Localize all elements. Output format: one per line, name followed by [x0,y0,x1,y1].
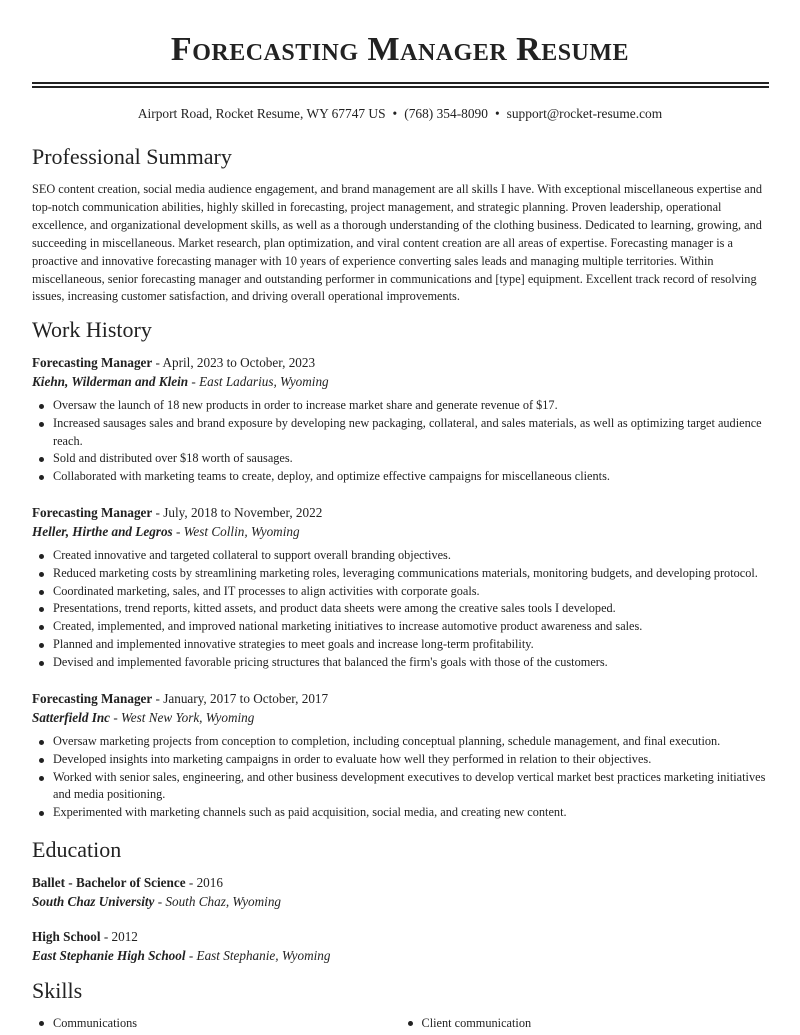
job-title: Forecasting Manager [32,355,153,370]
job-dates: - April, 2023 to October, 2023 [152,355,316,370]
job-title-line [32,503,769,522]
job-company: Satterfield Inc [32,710,111,725]
education-school-line [32,946,769,965]
job-location: - West New York, Wyoming [110,710,255,725]
job-bullet: Coordinated marketing, sales, and IT processes to align activities with corporate goals. [32,583,769,601]
work-history-heading: Work History [32,317,152,342]
contact-separator: • [392,106,398,121]
job-bullet: Created, implemented, and improved national marketing initiatives to increase automotive product awareness and sales. [32,618,769,636]
education-entry [32,873,769,911]
job-location: - West Collin, Wyoming [172,524,300,539]
contact-email: support@rocket-resume.com [506,106,663,121]
job-bullet: Developed insights into marketing campaigns in order to evaluate how well they performed in relation to their objectives. [32,751,769,769]
education-degree-line [32,927,769,946]
education-location: - South Chaz, Wyoming [154,894,282,909]
skills-columns [32,1014,769,1032]
summary-section [32,143,769,306]
job-title: Forecasting Manager [32,505,153,520]
job-company-line [32,708,769,727]
job-company: Kiehn, Wilderman and Klein [32,374,189,389]
job-bullet: Oversaw the launch of 18 new products in order to increase market share and generate revenue of $17. [32,397,769,415]
education-school: East Stephanie High School [32,948,186,963]
job-bullets [32,547,769,672]
skill-item: Client communication [401,1014,770,1032]
resume-title: Forecasting Manager Resume [170,31,630,68]
work-history-section [32,316,769,344]
education-school: South Chaz University [32,894,155,909]
job-bullets [32,397,769,486]
job-dates: - July, 2018 to November, 2022 [152,505,323,520]
contact-address: Airport Road, Rocket Resume, WY 67747 US [137,106,386,121]
education-heading: Education [32,837,122,862]
job-title: Forecasting Manager [32,691,153,706]
skill-item: Communications [32,1014,401,1032]
education-section [32,836,769,864]
job-bullet: Increased sausages sales and brand exposure by developing new packaging, collateral, and sales materials, as well as optimizing target audience reach. [32,415,769,451]
skills-section [32,977,769,1032]
education-degree-line [32,873,769,892]
contact-line [0,104,800,124]
job-bullet: Planned and implemented innovative strategies to meet goals and increase long-term profitability. [32,636,769,654]
education-degree: High School [32,929,101,944]
job-company: Heller, Hirthe and Legros [32,524,173,539]
skills-heading: Skills [32,978,83,1003]
contact-separator: • [494,106,500,121]
education-school-line [32,892,769,911]
education-year: - 2012 [100,929,138,944]
job-entry [32,503,769,672]
job-bullet: Sold and distributed over $18 worth of sausages. [32,450,769,468]
summary-text: SEO content creation, social media audience engagement, and brand management are all skills I have. With exceptional miscellaneous expertise and top-notch communication abilities, highly skilled in forecasting, project management, and strategic planning. Proven leadership, operational excellence, and organizational development skills, as well as a thorough understanding of the clothing business. Dedicated to learning, growing, and succeeding in miscellaneous. Market research, plan optimization, and viral content creation are all areas of expertise. Forecasting manager is a proactive and innovative forecasting manager with 10 years of experience converting sales leads and managing multiple territories. Within miscellaneous, senior forecasting manager and outstanding performer in communications and [type] equipment. Excellent track record of resolving issues, increasing customer satisfaction, and driving overall operational improvements. [32,182,762,304]
title-rule-bottom [32,86,769,88]
job-bullet: Created innovative and targeted collateral to support overall branding objectives. [32,547,769,565]
title-rule-top [32,82,769,84]
education-location: - East Stephanie, Wyoming [185,948,331,963]
job-bullet: Collaborated with marketing teams to create, deploy, and optimize effective campaigns for miscellaneous clients. [32,468,769,486]
job-bullets [32,733,769,822]
job-location: - East Ladarius, Wyoming [188,374,329,389]
job-bullet: Experimented with marketing channels such as paid acquisition, social media, and creating new content. [32,804,769,822]
job-entry [32,353,769,486]
education-entry [32,927,769,965]
job-title-line [32,689,769,708]
skills-left-column [32,1014,401,1032]
contact-phone: (768) 354-8090 [404,106,488,121]
summary-heading: Professional Summary [32,144,232,169]
job-entry [32,689,769,822]
education-year: - 2016 [185,875,223,890]
job-dates: - January, 2017 to October, 2017 [152,691,329,706]
job-bullet: Worked with senior sales, engineering, and other business development executives to develop vertical market best practices marketing initiatives and media positioning. [32,769,769,805]
job-title-line [32,353,769,372]
skills-right-column [401,1014,770,1032]
job-company-line [32,522,769,541]
job-bullet: Oversaw marketing projects from conception to completion, including conceptual planning, schedule management, and final execution. [32,733,769,751]
job-bullet: Devised and implemented favorable pricing structures that balanced the firm's goals with those of the customers. [32,654,769,672]
job-company-line [32,372,769,391]
education-degree: Ballet - Bachelor of Science [32,875,186,890]
job-bullet: Presentations, trend reports, kitted assets, and product data sheets were among the creative sales tools I developed. [32,600,769,618]
job-bullet: Reduced marketing costs by streamlining marketing roles, leveraging communications materials, monitoring budgets, and developing protocol. [32,565,769,583]
